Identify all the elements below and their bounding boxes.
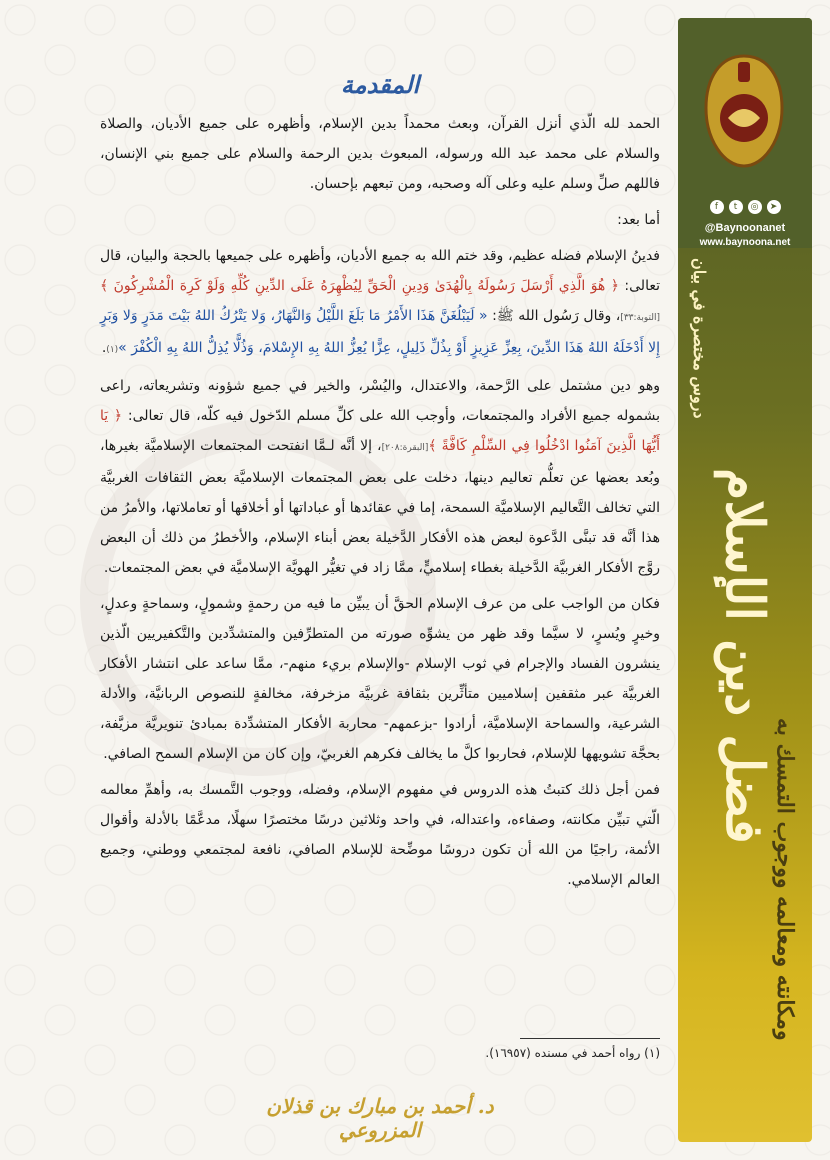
paragraph [100, 589, 660, 769]
paragraph-text: فمن أجل ذلك كتبتُ هذه الدروس في مفهوم الإسلام، وفضله، ووجوب التَّمسك به، وأهمِّ معالمه الّتي تبيِّن مكانته، وصفاءه، واعتداله، في واحد وثلاثين درسًا مختصرًا سهلًا، مدعَّمًا بالأدلة وأقوال الأئمة، راجيًا من الله أن تكون دروسًا موضِّحة للإسلام الصافي، نافعة لمجتمعي ووطني، وجميع العالم الإسلامي. [100, 782, 660, 888]
social-handle[interactable]: @Baynoonanet [704, 222, 786, 234]
paragraph-text: الحمد لله الّذي أنزل القرآن، وبعث محمداً بدين الإسلام، وأظهره على جميع الأديان، والصلاة والسلام على محمد عبد الله ورسوله، المبعوث بدين الرحمة والسلام على جميع بني الإنسان، فاللهم صلِّ وسلم عليه وعلى آله وصحبه، ومن تبعهم بإحسان. [100, 116, 660, 192]
paragraph [100, 775, 660, 895]
quran-verse: ﴿ هُوَ الَّذِي أَرْسَلَ رَسُولَهُ بِالْهُدَىٰ وَدِينِ الْحَقِّ لِيُظْهِرَهُ عَلَى الدِّينِ كُلِّهِ وَلَوْ كَرِهَ الْمُشْرِكُونَ ﴾ [100, 278, 619, 294]
paragraph-text: فكان من الواجب على من عرف الإسلام الحقَّ أن يبيِّن ما فيه من رحمةٍ وشمولٍ، وسماحةٍ وعدلٍ، وخيرٍ ويُسرٍ، لا سيَّما وقد ظهر من يشوِّه صورته من المتطرِّفين والمتشدِّدين والتَّكفيريين الّذين ينشرون الفساد والإجرام في ثوب الإسلام -والإسلام بريء منهم-، ممَّا ساعد على انتشار الأفكار الغربيَّة عبر مثقفين إسلاميين متأثِّرين بثقافة غربيَّة مزخرفة، مخالفةٍ للنصوص الربانيَّة، والأدلة الشرعية، والسماحة الإسلاميَّة، أرادوا -بزعمهم- محاربة الأفكار المتشدِّدة بمبادئ تنويريَّة مزيَّفة، بحجَّة تشويهها للإسلام، فحاربوا كلَّ ما يخالف فكرهم الغربيّ، وإن كان من الإسلام السمح الصافي. [100, 596, 660, 762]
website-link[interactable]: www.baynoona.net [699, 237, 791, 248]
paragraph [100, 205, 660, 235]
quran-verse: ﴿ يَا أَيُّهَا الَّذِينَ آمَنُوا ادْخُلُوا فِي السِّلْمِ كَافَّةً ﴾ [100, 408, 661, 454]
main-title: فضل دين الإسلام [714, 468, 775, 844]
footnote: (١) رواه أحمد في مسنده (١٦٩٥٧). [485, 1046, 660, 1060]
facebook-icon[interactable]: f [710, 200, 724, 214]
series-title: دروس مختصرة في بيان [690, 258, 709, 419]
twitter-icon[interactable]: t [729, 200, 743, 214]
hadith-text: « لَيَبْلُغَنَّ هَذَا الأَمْرُ مَا بَلَغَ اللَّيْلُ وَالنَّهَارُ، وَلا يَتْرُكُ اللهُ بَيْتَ مَدَرٍ وَلا وَبَرٍ إِلا أَدْخَلَهُ اللهُ هَذَا الدِّينَ، بِعِزِّ عَزِيزٍ أَوْ بِذُلِّ ذَلِيلٍ، عِزًّا يُعِزُّ اللهُ بِهِ الإِسْلامَ، وَذُلًّا يُذِلُّ اللهُ بِهِ الْكُفْرَ » [100, 308, 660, 356]
paragraph-text: . [101, 340, 107, 356]
citation-ref: (١) [106, 345, 119, 355]
baynoona-logo-icon [698, 48, 790, 173]
paragraph-text: أما بعد: [617, 212, 660, 228]
paragraph [100, 371, 660, 583]
paragraph-text: فدينُ الإسلام فضله عظيم، وقد ختم الله به جميع الأديان، وأظهره على جميعها بالحجة والبيان، قال تعالى: [100, 248, 660, 294]
subtitle: ومكانته ومعالمه ووجوب التمسك به [772, 718, 798, 1041]
title-banner [678, 18, 812, 1142]
citation-ref: [البقرة:٢٠٨] [381, 443, 429, 453]
citation-ref: [التوبة:٣٣] [620, 313, 660, 323]
paragraph-text: ، وقال رَسُول الله ﷺ: [487, 308, 621, 324]
footnote-divider [520, 1038, 660, 1039]
social-icons [678, 200, 812, 214]
paragraph-list [100, 109, 660, 895]
page-title: المقدمة [340, 70, 420, 99]
instagram-icon[interactable]: ◎ [748, 200, 762, 214]
telegram-icon[interactable]: ➤ [767, 200, 781, 214]
author-signature: د. أحمد بن مبارك بن قذلان المزروعي [266, 1094, 494, 1142]
paragraph [100, 109, 660, 199]
article-body [100, 70, 660, 901]
paragraph [100, 241, 660, 365]
paragraph-text: وهو دين مشتمل على الرَّحمة، والاعتدال، واليُسْر، والخير في جميع شؤونه وتشريعاته، راعى بشموله جميع الأفراد والمجتمعات، وأوجب الله على كلِّ مسلم الدّخول فيه كلّه، قال تعالى: [100, 378, 660, 424]
paragraph-text: ، إلا أنَّه لـمَّا انفتحت المجتمعات الإسلاميَّة بغيرها، وبُعد بعضها عن تعلُّم تعاليم دينها، دخلت على بعض المجتمعات الإسلاميَّة بعض الثقافات الغربيَّة التي تخالف التَّعاليم الإسلاميَّة السمحة، إما في عقائدها أو عباداتها أو أخلاقها أو تعاملاتها، والأمرُ من هذا أنَّه قد تبنَّى الدَّعوة لبعض هذه الأفكار الدَّخيلة بعض أبناء الإسلام، والأخطرُ من ذلك أن البعض روَّج الأفكار الغربيَّة الدَّخيلة بغطاء إسلاميٍّ، ممَّا زاد في تغيُّر الهويَّة الإسلاميَّة في بعض المجتمعات. [100, 438, 660, 576]
